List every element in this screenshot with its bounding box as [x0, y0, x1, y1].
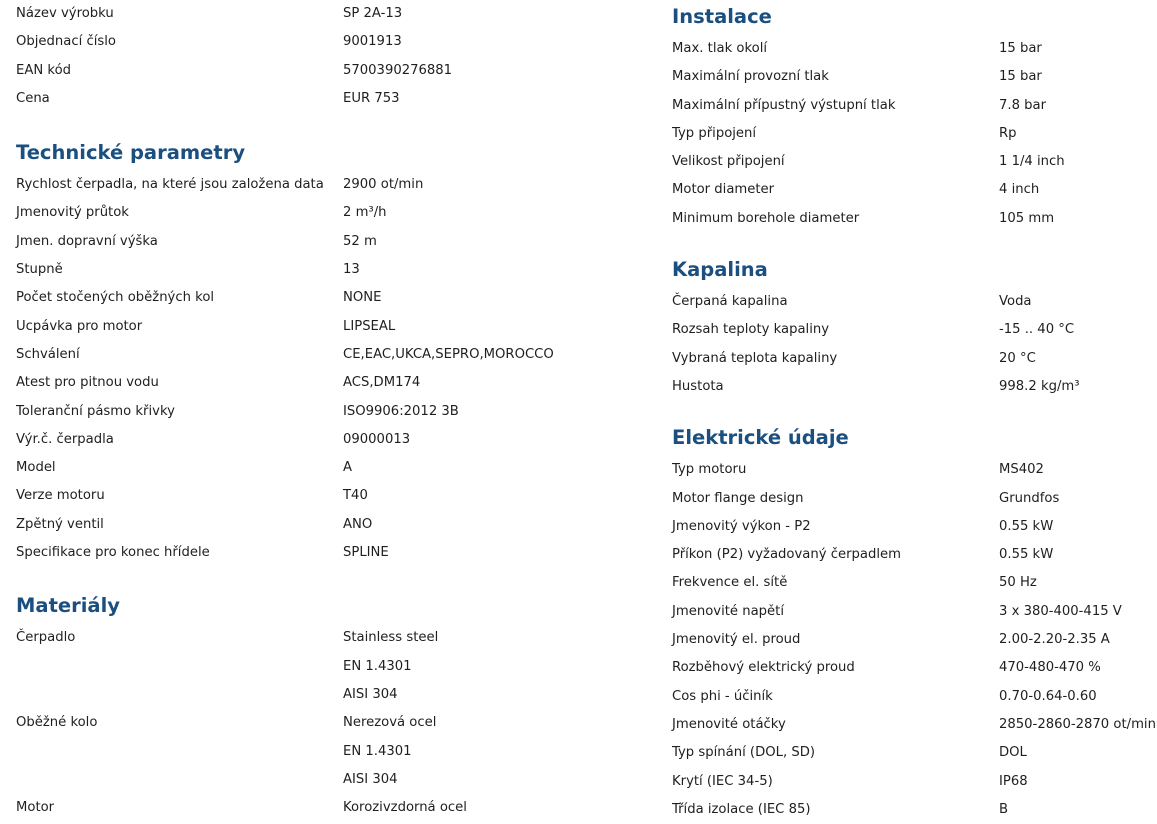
spec-row	[672, 768, 1157, 796]
spec-row	[672, 316, 1157, 344]
spec-row	[16, 28, 636, 56]
spec-value: 998.2 kg/m³	[999, 378, 1080, 394]
spec-value: ANO	[343, 516, 373, 532]
section-title: Materiály	[16, 594, 120, 618]
spec-label: Maximální přípustný výstupní tlak	[672, 97, 896, 113]
installation-section	[672, 4, 1157, 233]
spec-label: Maximální provozní tlak	[672, 69, 829, 85]
spec-row	[16, 284, 636, 312]
spec-row	[16, 738, 636, 766]
spec-value: 9001913	[343, 34, 402, 50]
spec-label	[16, 766, 343, 794]
spec-label: Název výrobku	[16, 6, 114, 21]
spec-row	[16, 199, 636, 227]
spec-label: Jmenovité napětí	[672, 603, 784, 619]
spec-value: EN 1.4301	[343, 658, 412, 674]
spec-value: 20 °C	[999, 350, 1036, 366]
spec-label	[16, 738, 343, 766]
section-title: Technické parametry	[16, 141, 246, 165]
spec-value: 7.8 bar	[999, 97, 1047, 113]
spec-row	[16, 313, 636, 341]
spec-label: Max. tlak okolí	[672, 41, 768, 56]
spec-label	[16, 653, 343, 681]
spec-row	[672, 288, 1157, 316]
spec-value: Stainless steel	[343, 630, 439, 646]
spec-row	[16, 369, 636, 397]
spec-label: Cena	[16, 90, 50, 106]
spec-row	[672, 120, 1157, 148]
spec-row	[16, 709, 636, 737]
spec-value: Rp	[999, 125, 1017, 141]
spec-value: 2 m³/h	[343, 205, 387, 221]
spec-row	[672, 35, 1157, 63]
spec-label: Zpětný ventil	[16, 516, 104, 532]
spec-label: Model	[16, 460, 56, 476]
spec-row	[16, 0, 636, 28]
spec-row	[672, 683, 1157, 711]
spec-row	[16, 794, 636, 822]
spec-value: IP68	[999, 773, 1028, 789]
spec-label: Motor diameter	[672, 182, 775, 198]
spec-value: 2850-2860-2870 ot/min	[999, 716, 1156, 732]
spec-value: ACS,DM174	[343, 375, 421, 391]
spec-value: 15 bar	[999, 41, 1042, 56]
spec-label: Motor flange design	[672, 490, 804, 506]
spec-label: Počet stočených oběžných kol	[16, 290, 215, 306]
spec-label: Výr.č. čerpadla	[16, 431, 114, 447]
spec-label: Typ motoru	[672, 462, 747, 478]
spec-row	[672, 485, 1157, 513]
spec-row	[672, 345, 1157, 373]
spec-value: Grundfos	[999, 490, 1060, 506]
spec-row	[16, 624, 636, 652]
section-title: Kapalina	[672, 258, 768, 282]
spec-row	[16, 171, 636, 199]
spec-label: Verze motoru	[16, 488, 105, 504]
spec-label: Rozsah teploty kapaliny	[672, 322, 830, 338]
spec-label: Toleranční pásmo křivky	[16, 403, 175, 419]
spec-row	[672, 711, 1157, 739]
spec-value: B	[999, 801, 1009, 817]
spec-row	[672, 739, 1157, 767]
spec-value: A	[343, 460, 353, 476]
spec-row	[672, 456, 1157, 484]
spec-label: Oběžné kolo	[16, 715, 98, 731]
spec-value: LIPSEAL	[343, 318, 396, 334]
spec-label: Rychlost čerpadla, na které jsou založena data	[16, 177, 324, 193]
spec-label: Jmenovitý el. proud	[672, 632, 801, 648]
spec-label: Jmenovité otáčky	[672, 716, 786, 732]
spec-row	[16, 398, 636, 426]
spec-value: EUR 753	[343, 90, 400, 106]
spec-value: Korozivzdorná ocel	[343, 800, 467, 816]
spec-row	[672, 148, 1157, 176]
materials-section	[16, 593, 636, 822]
spec-row	[672, 654, 1157, 682]
spec-value: ISO9906:2012 3B	[343, 403, 459, 419]
spec-value: 470-480-470 %	[999, 660, 1101, 676]
section-title: Elektrické údaje	[672, 426, 849, 450]
electrical-section	[672, 425, 1157, 824]
spec-row	[16, 653, 636, 681]
spec-row	[16, 539, 636, 567]
spec-value: SP 2A-13	[343, 6, 403, 21]
spec-label: Cos phi - účiník	[672, 688, 773, 704]
spec-value: 0.55 kW	[999, 547, 1054, 563]
spec-value: 2.00-2.20-2.35 A	[999, 632, 1110, 648]
spec-value: -15 .. 40 °C	[999, 322, 1075, 338]
spec-row	[16, 256, 636, 284]
spec-label: Jmen. dopravní výška	[16, 233, 158, 249]
spec-value: 15 bar	[999, 69, 1042, 85]
spec-row	[672, 373, 1157, 401]
spec-value: CE,EAC,UKCA,SEPRO,MOROCCO	[343, 346, 554, 362]
spec-label: Schválení	[16, 346, 80, 362]
spec-value: 0.70-0.64-0.60	[999, 688, 1097, 704]
spec-row	[672, 176, 1157, 204]
spec-row	[672, 626, 1157, 654]
spec-value: AISI 304	[343, 771, 398, 787]
spec-row	[672, 541, 1157, 569]
spec-label	[16, 681, 343, 709]
spec-row	[672, 796, 1157, 824]
spec-value: AISI 304	[343, 686, 398, 702]
spec-label: Typ spínání (DOL, SD)	[672, 745, 816, 761]
right-column	[672, 0, 1157, 824]
spec-value: MS402	[999, 462, 1044, 478]
spec-row	[16, 482, 636, 510]
spec-row	[16, 426, 636, 454]
spec-value: NONE	[343, 290, 382, 306]
spec-label: Ucpávka pro motor	[16, 318, 143, 334]
spec-value: Voda	[999, 294, 1032, 310]
spec-label: Třída izolace (IEC 85)	[672, 801, 811, 817]
spec-value: SPLINE	[343, 545, 389, 561]
spec-value: 1 1/4 inch	[999, 154, 1065, 170]
spec-label: Motor	[16, 800, 55, 816]
spec-label: Minimum borehole diameter	[672, 210, 860, 226]
technical-parameters-section	[16, 140, 636, 567]
spec-label: Čerpaná kapalina	[672, 294, 788, 310]
spec-row	[672, 513, 1157, 541]
spec-value: 2900 ot/min	[343, 177, 424, 193]
spec-value: 50 Hz	[999, 575, 1037, 591]
spec-label: Specifikace pro konec hřídele	[16, 545, 210, 561]
spec-row	[16, 511, 636, 539]
spec-label: Stupně	[16, 262, 63, 278]
spec-label: Vybraná teplota kapaliny	[672, 350, 838, 366]
product-info-section	[16, 0, 636, 113]
spec-label: Krytí (IEC 34-5)	[672, 773, 773, 789]
spec-row	[16, 341, 636, 369]
spec-value: 09000013	[343, 431, 411, 447]
spec-label: Jmenovitý průtok	[16, 205, 129, 221]
spec-label: Jmenovitý výkon - P2	[672, 518, 811, 534]
spec-label: EAN kód	[16, 62, 72, 78]
spec-row	[672, 63, 1157, 91]
spec-label: Čerpadlo	[16, 630, 76, 646]
spec-label: Velikost připojení	[672, 154, 785, 170]
spec-value: 105 mm	[999, 210, 1055, 226]
spec-row	[16, 57, 636, 85]
section-title: Instalace	[672, 5, 772, 28]
spec-row	[16, 228, 636, 256]
spec-value: 52 m	[343, 233, 377, 249]
spec-label: Rozběhový elektrický proud	[672, 660, 855, 676]
spec-label: Objednací číslo	[16, 34, 116, 50]
left-column	[16, 0, 636, 822]
spec-value: 4 inch	[999, 182, 1040, 198]
spec-label: Typ připojení	[672, 125, 757, 141]
liquid-section	[672, 257, 1157, 401]
spec-value: T40	[343, 488, 368, 504]
spec-row	[16, 454, 636, 482]
spec-value: 13	[343, 262, 360, 278]
spec-row	[16, 85, 636, 113]
spec-row	[672, 598, 1157, 626]
spec-value: EN 1.4301	[343, 743, 412, 759]
spec-label: Frekvence el. sítě	[672, 575, 788, 591]
spec-row	[672, 569, 1157, 597]
spec-value: Nerezová ocel	[343, 715, 437, 731]
spec-value: DOL	[999, 745, 1027, 761]
spec-row	[672, 92, 1157, 120]
spec-row	[672, 205, 1157, 233]
spec-value: 3 x 380-400-415 V	[999, 603, 1122, 619]
spec-value: 5700390276881	[343, 62, 453, 78]
spec-value: 0.55 kW	[999, 518, 1054, 534]
spec-label: Atest pro pitnou vodu	[16, 375, 159, 391]
spec-label: Hustota	[672, 378, 724, 394]
spec-row	[16, 766, 636, 794]
spec-row	[16, 681, 636, 709]
spec-label: Příkon (P2) vyžadovaný čerpadlem	[672, 547, 901, 563]
